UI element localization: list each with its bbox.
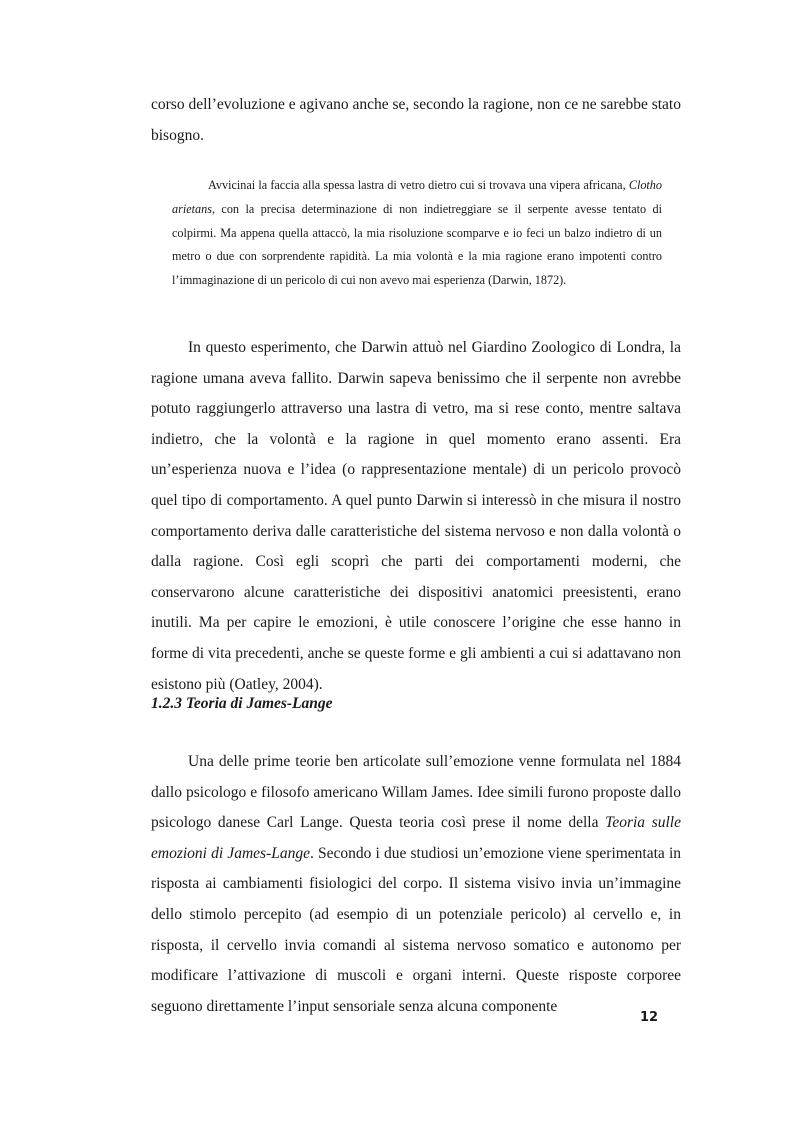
james-text-end: . Secondo i due studiosi un’emozione viene sperimentata in risposta ai cambiamenti fisiologici del corpo. Il sistema visivo invia un’immagine dello stimolo percepito (ad esempio di un potenziale pericolo) al cervello e, in risposta, il cervello invia comandi al sistema nervoso somatico e autonomo per modificare l’attivazione di muscoli e organi interni. Queste risposte corporee seguono direttamente l’input sensoriale senza alcuna componente xyxy=(151,844,682,1015)
quote-species-name: Clotho arietans xyxy=(172,178,662,216)
block-quote xyxy=(172,174,662,293)
section-heading: 1.2.3 Teoria di James-Lange xyxy=(151,695,333,712)
james-lange-paragraph xyxy=(151,747,681,1022)
quote-text-end: , con la precisa determinazione di non indietreggiare se il serpente avesse tentato di colpirmi. Ma appena quella attaccò, la mia risoluzione scomparve e io feci un balzo indietro di un metro o due con sorprendente rapidità. La mia volontà e la mia ragione erano impotenti contro l’immaginazione di un pericolo di cui non avevo mai esperienza (Darwin, 1872). xyxy=(172,201,662,288)
page-number: 12 xyxy=(640,1010,659,1025)
james-text-start: Una delle prime teorie ben articolate sull’emozione venne formulata nel 1884 dallo psicologo e filosofo americano Willam James. Idee simili furono proposte dallo psicologo danese Carl Lange. Questa teoria così prese il nome della xyxy=(151,753,681,832)
theory-name: Teoria sulle emozioni di James-Lange xyxy=(151,814,681,862)
quote-text-start: Avvicinai la faccia alla spessa lastra di vetro dietro cui si trovava una vipera africana, xyxy=(208,178,629,192)
darwin-paragraph: In questo esperimento, che Darwin attuò nel Giardino Zoologico di Londra, la ragione umana aveva fallito. Darwin sapeva benissimo che il serpente non avrebbe potuto raggiungerlo attraverso una lastra di vetro, ma si rese conto, mentre saltava indietro, che la volontà e la ragione in quel momento erano assenti. Era un’esperienza nuova e l’idea (o rappresentazione mentale) di un pericolo provocò quel tipo di comportamento. A quel punto Darwin si interessò in che misura il nostro comportamento deriva dalle caratteristiche del sistema nervoso e non dalla volontà o dalla ragione. Così egli scoprì che parti dei comportamenti moderni, che conservarono alcune caratteristiche dei dispositivi anatomici preesistenti, erano inutili. Ma per capire le emozioni, è utile conoscere l’origine che esse hanno in forme di vita precedenti, anche se queste forme e gli ambienti a cui si adattavano non esistono più (Oatley, 2004). xyxy=(151,339,681,693)
intro-paragraph: corso dell’evoluzione e agivano anche se, secondo la ragione, non ce ne sarebbe stato bisogno. xyxy=(151,96,681,144)
